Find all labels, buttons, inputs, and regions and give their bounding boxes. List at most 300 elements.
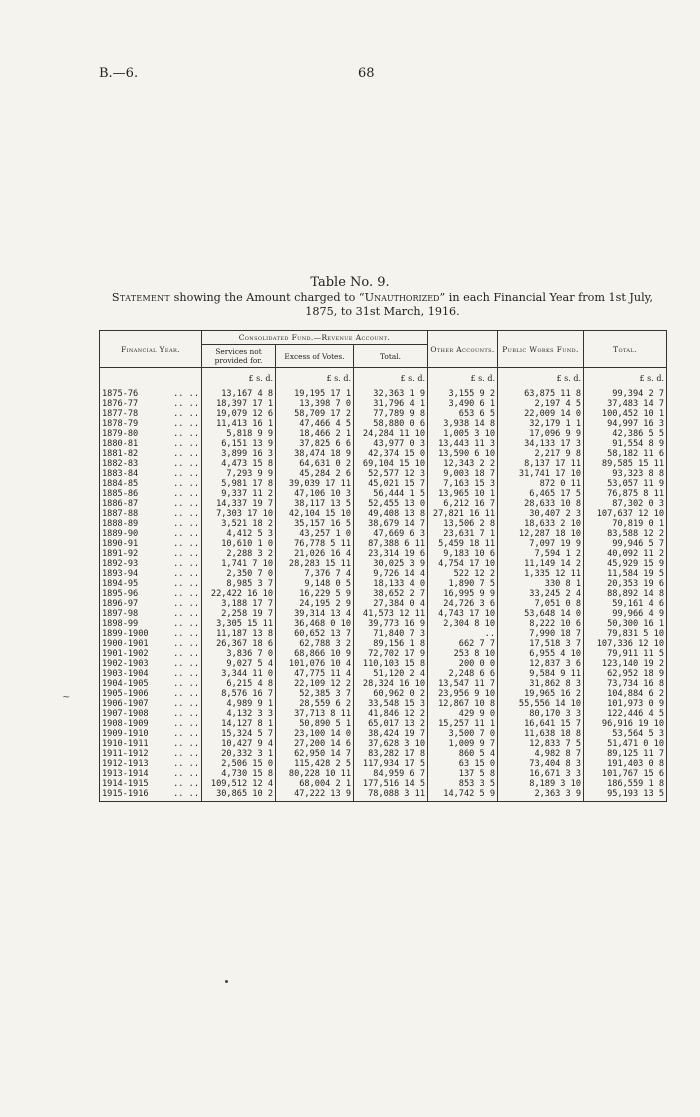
- amount-cell-other: 1,009 9 7: [428, 739, 498, 749]
- amount-cell-excess: 68,866 10 9: [276, 649, 354, 659]
- year-cell: [100, 759, 202, 769]
- amount-cell-other: 137 5 8: [428, 769, 498, 779]
- amount-cell-pwf: 17,518 3 7: [498, 639, 584, 649]
- year-label: 1910-1911: [102, 739, 149, 749]
- units-cell: £ s. d.: [498, 368, 584, 387]
- amount-cell-excess: 19,195 17 1: [276, 389, 354, 399]
- amount-cell-services: 2,350 7 0: [202, 569, 276, 579]
- amount-cell-excess: 101,076 10 4: [276, 659, 354, 669]
- amount-cell-services: 8,576 16 7: [202, 689, 276, 699]
- amount-cell-pwf: 2,363 3 9: [498, 789, 584, 802]
- unauthorized-expenditure-table: [99, 330, 667, 802]
- year-label: 1875-76: [102, 389, 139, 399]
- year-cell: [100, 689, 202, 699]
- amount-cell-pwf: 6,465 17 5: [498, 489, 584, 499]
- amount-cell-other: 429 9 0: [428, 709, 498, 719]
- table-row: [100, 759, 667, 769]
- year-label: 1904-1905: [102, 679, 149, 689]
- units-cell: £ s. d.: [584, 368, 667, 387]
- amount-cell-total: 104,884 6 2: [584, 689, 667, 699]
- amount-cell-services: 3,899 16 3: [202, 449, 276, 459]
- year-label: 1886-87: [102, 499, 139, 509]
- table-row: [100, 609, 667, 619]
- amount-cell-pwf: 19,965 16 2: [498, 689, 584, 699]
- amount-cell-pwf: 7,594 1 2: [498, 549, 584, 559]
- table-row: [100, 409, 667, 419]
- year-cell: [100, 529, 202, 539]
- units-cell: £ s. d.: [428, 368, 498, 387]
- amount-cell-total: 99,394 2 7: [584, 389, 667, 399]
- amount-cell-total-cf: 41,846 12 2: [354, 709, 428, 719]
- amount-cell-total-cf: 89,156 1 8: [354, 639, 428, 649]
- table-row: [100, 739, 667, 749]
- col-header-public-works-fund: Public Works Fund.: [498, 331, 584, 368]
- amount-cell-services: 18,397 17 1: [202, 399, 276, 409]
- leader-dots: .. ..: [173, 489, 199, 499]
- amount-cell-pwf: 8,137 17 11: [498, 459, 584, 469]
- amount-cell-total-cf: 23,314 19 6: [354, 549, 428, 559]
- year-cell: [100, 389, 202, 399]
- amount-cell-other: 860 5 4: [428, 749, 498, 759]
- table-row: [100, 639, 667, 649]
- amount-cell-services: 2,288 3 2: [202, 549, 276, 559]
- year-label: 1887-88: [102, 509, 139, 519]
- amount-cell-excess: 60,652 13 7: [276, 629, 354, 639]
- caption-lead: Statement: [111, 291, 171, 304]
- year-cell: [100, 439, 202, 449]
- amount-cell-services: 30,865 10 2: [202, 789, 276, 802]
- amount-cell-excess: 21,026 16 4: [276, 549, 354, 559]
- col-header-consolidated-fund: Consolidated Fund.—Revenue Account.: [202, 331, 428, 345]
- amount-cell-excess: 36,468 0 10: [276, 619, 354, 629]
- amount-cell-excess: 16,229 5 9: [276, 589, 354, 599]
- amount-cell-services: 109,512 12 4: [202, 779, 276, 789]
- amount-cell-pwf: 18,633 2 10: [498, 519, 584, 529]
- table-row: [100, 659, 667, 669]
- amount-cell-total-cf: 77,789 9 8: [354, 409, 428, 419]
- year-label: 1885-86: [102, 489, 139, 499]
- table-row: [100, 539, 667, 549]
- amount-cell-total-cf: 18,133 4 0: [354, 579, 428, 589]
- year-cell: [100, 539, 202, 549]
- col-header-services-not-provided: Services not provided for.: [202, 345, 276, 368]
- year-label: 1899-1900: [102, 629, 149, 639]
- amount-cell-total: 40,092 11 2: [584, 549, 667, 559]
- amount-cell-total: 11,584 19 5: [584, 569, 667, 579]
- year-cell: [100, 469, 202, 479]
- year-label: 1882-83: [102, 459, 139, 469]
- amount-cell-pwf: 73,404 8 3: [498, 759, 584, 769]
- leader-dots: .. ..: [173, 659, 199, 669]
- amount-cell-total-cf: 58,880 0 6: [354, 419, 428, 429]
- year-label: 1912-1913: [102, 759, 149, 769]
- amount-cell-services: 4,473 15 8: [202, 459, 276, 469]
- amount-cell-total-cf: 69,104 15 10: [354, 459, 428, 469]
- table-row: [100, 579, 667, 589]
- amount-cell-excess: 62,788 3 2: [276, 639, 354, 649]
- amount-cell-total-cf: 42,374 15 0: [354, 449, 428, 459]
- year-cell: [100, 739, 202, 749]
- amount-cell-total-cf: 47,669 6 3: [354, 529, 428, 539]
- leader-dots: .. ..: [173, 529, 199, 539]
- amount-cell-total: 79,911 11 5: [584, 649, 667, 659]
- amount-cell-pwf: 12,837 3 6: [498, 659, 584, 669]
- year-cell: [100, 729, 202, 739]
- year-cell: [100, 509, 202, 519]
- amount-cell-other: 3,490 6 1: [428, 399, 498, 409]
- amount-cell-total-cf: 32,363 1 9: [354, 389, 428, 399]
- amount-cell-total: 107,336 12 10: [584, 639, 667, 649]
- amount-cell-services: 3,305 15 11: [202, 619, 276, 629]
- amount-cell-total-cf: 52,577 12 3: [354, 469, 428, 479]
- amount-cell-total: 79,831 5 10: [584, 629, 667, 639]
- amount-cell-total: 50,300 16 1: [584, 619, 667, 629]
- amount-cell-other: 3,155 9 2: [428, 389, 498, 399]
- year-cell: [100, 589, 202, 599]
- amount-cell-excess: 37,713 8 11: [276, 709, 354, 719]
- amount-cell-total: 191,403 0 8: [584, 759, 667, 769]
- amount-cell-total: 101,767 15 6: [584, 769, 667, 779]
- year-cell: [100, 579, 202, 589]
- amount-cell-pwf: 53,648 14 0: [498, 609, 584, 619]
- amount-cell-services: 5,981 17 8: [202, 479, 276, 489]
- amount-cell-other: 24,726 3 6: [428, 599, 498, 609]
- year-cell: [100, 459, 202, 469]
- leader-dots: .. ..: [173, 589, 199, 599]
- amount-cell-other: 12,343 2 2: [428, 459, 498, 469]
- amount-cell-total: 93,323 8 8: [584, 469, 667, 479]
- year-label: 1898-99: [102, 619, 139, 629]
- amount-cell-other: 1,005 3 10: [428, 429, 498, 439]
- amount-cell-services: 8,985 3 7: [202, 579, 276, 589]
- leader-dots: .. ..: [173, 509, 199, 519]
- amount-cell-services: 14,337 19 7: [202, 499, 276, 509]
- amount-cell-total-cf: 27,384 0 4: [354, 599, 428, 609]
- table-row: [100, 499, 667, 509]
- leader-dots: .. ..: [173, 409, 199, 419]
- year-cell: [100, 419, 202, 429]
- leader-dots: .. ..: [173, 399, 199, 409]
- amount-cell-total: 95,193 13 5: [584, 789, 667, 802]
- amount-cell-total: 94,997 16 3: [584, 419, 667, 429]
- amount-cell-total-cf: 9,726 14 4: [354, 569, 428, 579]
- amount-cell-total: 96,916 19 10: [584, 719, 667, 729]
- amount-cell-excess: 45,284 2 6: [276, 469, 354, 479]
- amount-cell-services: 7,303 17 10: [202, 509, 276, 519]
- year-label: 1907-1908: [102, 709, 149, 719]
- units-cell-year: [100, 368, 202, 387]
- table-row: [100, 509, 667, 519]
- year-cell: [100, 669, 202, 679]
- table-row: [100, 489, 667, 499]
- amount-cell-services: 14,127 8 1: [202, 719, 276, 729]
- amount-cell-total: 100,452 10 1: [584, 409, 667, 419]
- amount-cell-total-cf: 24,284 11 10: [354, 429, 428, 439]
- amount-cell-excess: 47,466 4 5: [276, 419, 354, 429]
- leader-dots: .. ..: [173, 579, 199, 589]
- amount-cell-total-cf: 38,652 2 7: [354, 589, 428, 599]
- units-cell: £ s. d.: [202, 368, 276, 387]
- year-cell: [100, 599, 202, 609]
- amount-cell-total-cf: 52,455 13 0: [354, 499, 428, 509]
- amount-cell-total-cf: 39,773 16 9: [354, 619, 428, 629]
- amount-cell-services: 13,167 4 8: [202, 389, 276, 399]
- amount-cell-pwf: 11,638 18 8: [498, 729, 584, 739]
- amount-cell-total: 59,161 4 6: [584, 599, 667, 609]
- amount-cell-other: 9,003 18 7: [428, 469, 498, 479]
- leader-dots: .. ..: [173, 719, 199, 729]
- amount-cell-total: 62,952 18 9: [584, 669, 667, 679]
- amount-cell-other: 3,500 7 0: [428, 729, 498, 739]
- page-reference: B.—6.: [99, 66, 139, 81]
- amount-cell-services: 15,324 5 7: [202, 729, 276, 739]
- amount-cell-total-cf: 41,573 12 11: [354, 609, 428, 619]
- amount-cell-other: 200 0 0: [428, 659, 498, 669]
- year-label: 1893-94: [102, 569, 139, 579]
- leader-dots: .. ..: [173, 549, 199, 559]
- year-cell: [100, 429, 202, 439]
- amount-cell-pwf: 16,641 15 7: [498, 719, 584, 729]
- amount-cell-excess: 38,117 13 5: [276, 499, 354, 509]
- amount-cell-pwf: 8,189 3 10: [498, 779, 584, 789]
- amount-cell-excess: 80,228 10 11: [276, 769, 354, 779]
- leader-dots: .. ..: [173, 419, 199, 429]
- table-body: [100, 368, 667, 802]
- table-row: [100, 519, 667, 529]
- year-label: 1881-82: [102, 449, 139, 459]
- leader-dots: .. ..: [173, 669, 199, 679]
- amount-cell-excess: 47,775 11 4: [276, 669, 354, 679]
- amount-cell-excess: 7,376 7 4: [276, 569, 354, 579]
- amount-cell-total-cf: 33,548 15 3: [354, 699, 428, 709]
- amount-cell-other: 7,163 15 3: [428, 479, 498, 489]
- amount-cell-other: 23,956 9 10: [428, 689, 498, 699]
- table-row: [100, 729, 667, 739]
- amount-cell-total-cf: 71,840 7 3: [354, 629, 428, 639]
- amount-cell-total: 107,637 12 10: [584, 509, 667, 519]
- table-row: [100, 599, 667, 609]
- amount-cell-other: 12,867 10 8: [428, 699, 498, 709]
- amount-cell-excess: 23,100 14 0: [276, 729, 354, 739]
- amount-cell-total: 122,446 4 5: [584, 709, 667, 719]
- amount-cell-total: 87,302 0 3: [584, 499, 667, 509]
- amount-cell-other: 5,459 18 11: [428, 539, 498, 549]
- year-cell: [100, 639, 202, 649]
- amount-cell-pwf: 55,556 14 10: [498, 699, 584, 709]
- amount-cell-total: 51,471 0 10: [584, 739, 667, 749]
- year-cell: [100, 399, 202, 409]
- table-row: [100, 419, 667, 429]
- table-row: [100, 629, 667, 639]
- amount-cell-excess: 47,106 10 3: [276, 489, 354, 499]
- caption-part2: ” in each Financial Year from 1st July, 1875, to 31st March, 1916.: [305, 291, 654, 318]
- amount-cell-total: 20,353 19 6: [584, 579, 667, 589]
- year-label: 1876-77: [102, 399, 139, 409]
- amount-cell-services: 9,027 5 4: [202, 659, 276, 669]
- amount-cell-total-cf: 117,934 17 5: [354, 759, 428, 769]
- amount-cell-other: 13,965 10 1: [428, 489, 498, 499]
- col-header-excess-of-votes: Excess of Votes.: [276, 345, 354, 368]
- year-cell: [100, 609, 202, 619]
- year-label: 1895-96: [102, 589, 139, 599]
- amount-cell-other: 522 12 2: [428, 569, 498, 579]
- year-label: 1880-81: [102, 439, 139, 449]
- amount-cell-pwf: 28,633 10 8: [498, 499, 584, 509]
- leader-dots: .. ..: [173, 569, 199, 579]
- year-label: 1901-1902: [102, 649, 149, 659]
- amount-cell-pwf: 63,875 11 8: [498, 389, 584, 399]
- year-cell: [100, 779, 202, 789]
- amount-cell-total: 101,973 0 9: [584, 699, 667, 709]
- amount-cell-other: 662 7 7: [428, 639, 498, 649]
- amount-cell-pwf: 22,009 14 0: [498, 409, 584, 419]
- units-cell: £ s. d.: [276, 368, 354, 387]
- leader-dots: .. ..: [173, 699, 199, 709]
- amount-cell-total-cf: 37,628 3 10: [354, 739, 428, 749]
- year-cell: [100, 679, 202, 689]
- amount-cell-total: 45,929 15 9: [584, 559, 667, 569]
- amount-cell-excess: 28,559 6 2: [276, 699, 354, 709]
- year-cell: [100, 629, 202, 639]
- table-row: [100, 569, 667, 579]
- amount-cell-services: 11,187 13 8: [202, 629, 276, 639]
- amount-cell-pwf: 31,862 8 3: [498, 679, 584, 689]
- year-cell: [100, 619, 202, 629]
- table-row: [100, 389, 667, 399]
- year-cell: [100, 699, 202, 709]
- amount-cell-total-cf: 72,702 17 9: [354, 649, 428, 659]
- table-row: [100, 679, 667, 689]
- amount-cell-excess: 13,398 7 0: [276, 399, 354, 409]
- amount-cell-services: 1,741 7 10: [202, 559, 276, 569]
- table-row: [100, 549, 667, 559]
- units-cell: £ s. d.: [354, 368, 428, 387]
- amount-cell-excess: 52,385 3 7: [276, 689, 354, 699]
- year-cell: [100, 719, 202, 729]
- amount-cell-excess: 62,950 14 7: [276, 749, 354, 759]
- amount-cell-excess: 39,314 13 4: [276, 609, 354, 619]
- amount-cell-other: 14,742 5 9: [428, 789, 498, 802]
- amount-cell-total: 73,734 16 8: [584, 679, 667, 689]
- amount-cell-total: 88,892 14 8: [584, 589, 667, 599]
- table-row: [100, 429, 667, 439]
- amount-cell-pwf: 1,335 12 11: [498, 569, 584, 579]
- amount-cell-other: 2,304 8 10: [428, 619, 498, 629]
- amount-cell-other: 653 6 5: [428, 409, 498, 419]
- amount-cell-excess: 42,104 15 10: [276, 509, 354, 519]
- amount-cell-other: 853 3 5: [428, 779, 498, 789]
- amount-cell-services: 22,422 16 10: [202, 589, 276, 599]
- year-cell: [100, 409, 202, 419]
- leader-dots: .. ..: [173, 559, 199, 569]
- amount-cell-excess: 50,890 5 1: [276, 719, 354, 729]
- amount-cell-services: 9,337 11 2: [202, 489, 276, 499]
- col-header-other-accounts: Other Accounts.: [428, 331, 498, 368]
- amount-cell-services: 3,521 18 2: [202, 519, 276, 529]
- margin-mark: ~: [62, 692, 71, 703]
- table-row: [100, 689, 667, 699]
- leader-dots: .. ..: [173, 619, 199, 629]
- amount-cell-excess: 64,631 0 2: [276, 459, 354, 469]
- amount-cell-pwf: 7,051 0 8: [498, 599, 584, 609]
- amount-cell-services: 26,367 18 6: [202, 639, 276, 649]
- year-label: 1909-1910: [102, 729, 149, 739]
- col-header-consolidated-total: Total.: [354, 345, 428, 368]
- amount-cell-services: 3,344 11 0: [202, 669, 276, 679]
- leader-dots: .. ..: [173, 759, 199, 769]
- amount-cell-total: 37,483 14 7: [584, 399, 667, 409]
- leader-dots: .. ..: [173, 499, 199, 509]
- table-row: [100, 459, 667, 469]
- amount-cell-excess: 28,283 15 11: [276, 559, 354, 569]
- amount-cell-other: 15,257 11 1: [428, 719, 498, 729]
- amount-cell-total: 58,182 11 6: [584, 449, 667, 459]
- amount-cell-total-cf: 49,408 13 8: [354, 509, 428, 519]
- amount-cell-total: 89,585 15 11: [584, 459, 667, 469]
- leader-dots: .. ..: [173, 479, 199, 489]
- amount-cell-pwf: 4,982 8 7: [498, 749, 584, 759]
- table-row: [100, 719, 667, 729]
- year-cell: [100, 659, 202, 669]
- year-label: 1905-1906: [102, 689, 149, 699]
- year-label: 1889-90: [102, 529, 139, 539]
- leader-dots: .. ..: [173, 649, 199, 659]
- table-row: [100, 589, 667, 599]
- leader-dots: .. ..: [173, 709, 199, 719]
- table-caption: [99, 291, 666, 319]
- col-header-total: Total.: [584, 331, 667, 368]
- table-row: [100, 789, 667, 802]
- amount-cell-other: ..: [428, 629, 498, 639]
- table-row: [100, 469, 667, 479]
- year-cell: [100, 519, 202, 529]
- amount-cell-pwf: 2,217 9 8: [498, 449, 584, 459]
- units-row: [100, 368, 667, 387]
- amount-cell-pwf: 872 0 11: [498, 479, 584, 489]
- table-row: [100, 669, 667, 679]
- leader-dots: .. ..: [173, 749, 199, 759]
- amount-cell-pwf: 8,222 10 6: [498, 619, 584, 629]
- leader-dots: .. ..: [173, 629, 199, 639]
- amount-cell-pwf: 9,584 9 11: [498, 669, 584, 679]
- year-label: 1877-78: [102, 409, 139, 419]
- amount-cell-other: 13,547 11 7: [428, 679, 498, 689]
- year-cell: [100, 789, 202, 802]
- year-label: 1906-1907: [102, 699, 149, 709]
- amount-cell-total-cf: 45,021 15 7: [354, 479, 428, 489]
- amount-cell-excess: 43,257 1 0: [276, 529, 354, 539]
- leader-dots: .. ..: [173, 429, 199, 439]
- amount-cell-total-cf: 65,017 13 2: [354, 719, 428, 729]
- amount-cell-other: 13,506 2 8: [428, 519, 498, 529]
- amount-cell-other: 16,995 9 9: [428, 589, 498, 599]
- amount-cell-services: 4,730 15 8: [202, 769, 276, 779]
- year-label: 1888-89: [102, 519, 139, 529]
- amount-cell-pwf: 11,149 14 2: [498, 559, 584, 569]
- amount-cell-other: 13,443 11 3: [428, 439, 498, 449]
- amount-cell-services: 2,506 15 0: [202, 759, 276, 769]
- table-row: [100, 779, 667, 789]
- amount-cell-services: 6,215 4 8: [202, 679, 276, 689]
- stray-dot: [225, 980, 228, 983]
- table-row: [100, 749, 667, 759]
- amount-cell-total-cf: 83,282 17 8: [354, 749, 428, 759]
- amount-cell-total-cf: 56,444 1 5: [354, 489, 428, 499]
- amount-cell-total: 76,875 8 11: [584, 489, 667, 499]
- amount-cell-total-cf: 30,025 3 9: [354, 559, 428, 569]
- year-cell: [100, 769, 202, 779]
- leader-dots: .. ..: [173, 739, 199, 749]
